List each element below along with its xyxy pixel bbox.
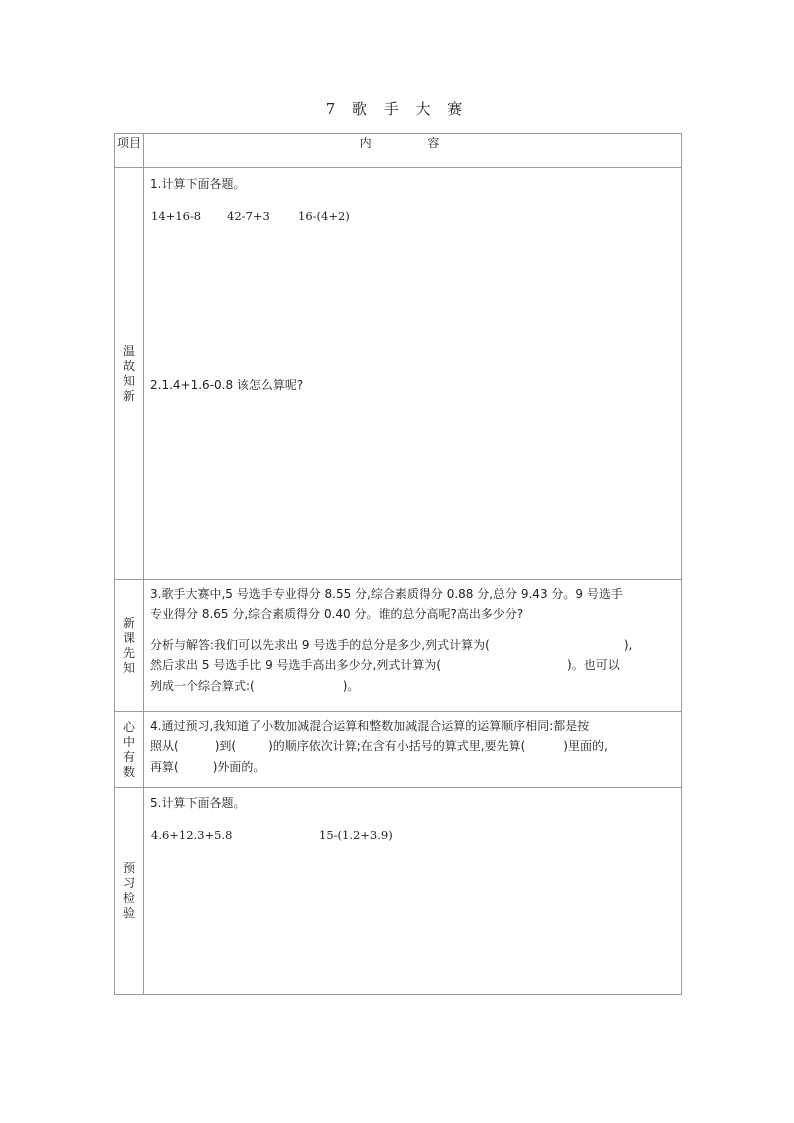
question-1-expr-3: 16-(4+2) bbox=[298, 209, 350, 223]
answer-line-1 bbox=[150, 636, 632, 653]
answer-text: )到( bbox=[214, 739, 237, 753]
question-1-expr-2: 42-7+3 bbox=[227, 209, 270, 223]
section-content bbox=[144, 168, 682, 580]
answer-text: 列成一个综合算式:( bbox=[150, 679, 255, 693]
answer-text: )。也可以 bbox=[567, 658, 620, 672]
section-label: 温故知新 bbox=[122, 343, 135, 403]
header-item: 项目 bbox=[115, 134, 144, 168]
header-row bbox=[115, 134, 682, 168]
answer-line-2 bbox=[150, 656, 620, 673]
question-4-line-1: 4.通过预习,我知道了小数加减混合运算和整数加减混合运算的运算顺序相同:都是按 bbox=[150, 719, 590, 733]
section-content bbox=[144, 788, 682, 995]
section-summary bbox=[115, 712, 682, 788]
answer-text: ), bbox=[623, 638, 633, 652]
answer-text: )里面的, bbox=[563, 739, 608, 753]
question-3-line-1: 3.歌手大赛中,5 号选手专业得分 8.55 分,综合素质得分 0.88 分,总分 9.43 分。9 号选手 bbox=[150, 587, 623, 601]
lesson-table bbox=[114, 133, 682, 995]
page-title: 7 歌 手 大 赛 bbox=[325, 100, 469, 118]
answer-text: )外面的。 bbox=[212, 760, 266, 774]
section-content bbox=[144, 580, 682, 712]
section-check bbox=[115, 788, 682, 995]
answer-line-3 bbox=[150, 677, 359, 694]
section-label-cell bbox=[115, 168, 144, 580]
section-label-cell bbox=[115, 788, 144, 995]
question-4-line-2 bbox=[150, 737, 608, 754]
section-content bbox=[144, 712, 682, 788]
question-3-line-2: 专业得分 8.65 分,综合素质得分 0.40 分。谁的总分高呢?高出多少分? bbox=[150, 607, 524, 621]
answer-text: 照从( bbox=[150, 739, 179, 753]
answer-text: )的顺序依次计算;在含有小括号的算式里,要先算( bbox=[268, 739, 526, 753]
section-label-cell bbox=[115, 580, 144, 712]
header-content: 内 容 bbox=[144, 134, 682, 168]
answer-text: 然后求出 5 号选手比 9 号选手高出多少分,列式计算为( bbox=[150, 658, 442, 672]
question-1-expr-1: 14+16-8 bbox=[151, 209, 202, 223]
section-review bbox=[115, 168, 682, 580]
answer-text: 再算( bbox=[150, 760, 179, 774]
section-label: 预习检验 bbox=[122, 861, 135, 920]
answer-text: 分析与解答:我们可以先求出 9 号选手的总分是多少,列式计算为( bbox=[150, 638, 490, 652]
question-5-expr-1: 4.6+12.3+5.8 bbox=[151, 828, 233, 842]
question-4-line-3 bbox=[150, 758, 265, 775]
section-preview bbox=[115, 580, 682, 712]
section-label: 心中有数 bbox=[122, 719, 135, 779]
section-label-cell bbox=[115, 712, 144, 788]
section-label: 新课先知 bbox=[122, 615, 135, 675]
question-5-title: 5.计算下面各题。 bbox=[150, 796, 246, 810]
answer-text: )。 bbox=[342, 679, 360, 693]
question-1-title: 1.计算下面各题。 bbox=[150, 177, 246, 191]
question-2-title: 2.1.4+1.6-0.8 该怎么算呢? bbox=[150, 378, 304, 392]
question-5-expr-2: 15-(1.2+3.9) bbox=[319, 828, 393, 842]
